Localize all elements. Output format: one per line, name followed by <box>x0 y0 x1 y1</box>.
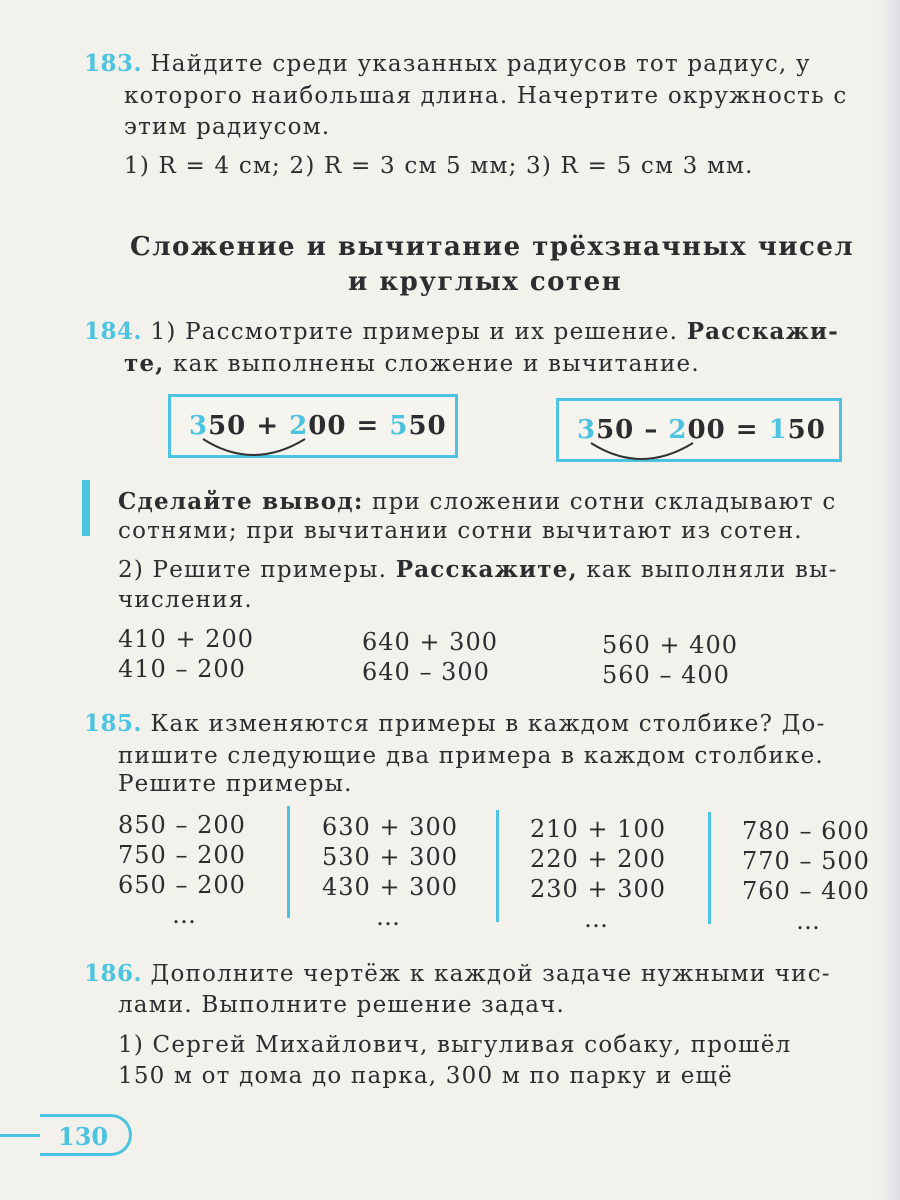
arc-connector-icon <box>201 435 311 459</box>
section-title-line2: и круглых сотен <box>348 267 623 297</box>
exercise-185-line1: 185. Как изменяются примеры в каждом столбике? До- <box>84 710 826 737</box>
conclusion-marker <box>82 480 90 536</box>
exercise-184-part2-line2: числения. <box>118 587 253 613</box>
section-title-line1: Сложение и вычитание трёхзначных чисел <box>130 232 855 262</box>
page-number-badge <box>40 1114 132 1156</box>
column-divider <box>287 806 290 918</box>
exercise-183-line3: этим радиусом. <box>124 114 331 140</box>
example-column-1: 410 + 200 410 – 200 <box>118 625 254 683</box>
column-divider <box>708 812 711 924</box>
column-divider <box>496 810 499 922</box>
conclusion-line2: сотнями; при вычитании сотни вычитают из сотен. <box>118 518 803 544</box>
exercise-186-line1: 186. Дополните чертёж к каждой задаче нужными чис- <box>84 960 831 987</box>
exercise-184-number: 184. <box>84 318 143 345</box>
sequence-column-2: 630 + 300 530 + 300 430 + 300 … <box>322 813 458 931</box>
conclusion-line1: Сделайте вывод: при сложении сотни складывают с <box>118 488 837 515</box>
sequence-column-1: 850 – 200 750 – 200 650 – 200 … <box>118 811 246 929</box>
exercise-183-line2: которого наибольшая длина. Начертите окружность с <box>124 83 848 109</box>
exercise-184-line1: 184. 1) Рассмотрите примеры и их решение. Расскажи- <box>84 318 840 345</box>
example-column-3: 560 + 400 560 – 400 <box>602 631 738 689</box>
exercise-186-line2: лами. Выполните решение задач. <box>118 992 566 1018</box>
exercise-184-line2: те, как выполнены сложение и вычитание. <box>124 350 700 377</box>
exercise-184-part2-line1: 2) Решите примеры. Расскажите, как выполняли вы- <box>118 556 838 583</box>
exercise-183-line1: 183. Найдите среди указанных радиусов тот радиус, у <box>84 50 811 77</box>
exercise-186-number: 186. <box>84 960 143 987</box>
example-box-subtraction <box>556 398 842 462</box>
example-box-addition <box>168 394 458 458</box>
sequence-column-3: 210 + 100 220 + 200 230 + 300 … <box>530 815 666 933</box>
exercise-183-number: 183. <box>84 50 143 77</box>
exercise-185-line2: пишите следующие два примера в каждом столбике. <box>118 743 824 769</box>
exercise-186-line4: 150 м от дома до парка, 300 м по парку и ещё <box>118 1063 733 1089</box>
exercise-183-options: 1) R = 4 см; 2) R = 3 см 5 мм; 3) R = 5 см 3 мм. <box>124 153 754 179</box>
exercise-186-line3: 1) Сергей Михайлович, выгуливая собаку, прошёл <box>118 1032 792 1058</box>
arc-connector-icon <box>589 439 699 463</box>
exercise-185-number: 185. <box>84 710 143 737</box>
page-number-rule <box>0 1134 40 1137</box>
page-edge-shadow <box>878 0 900 1200</box>
sequence-column-4: 780 – 600 770 – 500 760 – 400 … <box>742 817 870 935</box>
example-column-2: 640 + 300 640 – 300 <box>362 628 498 686</box>
example-subtraction: 350 – 200 = 150 <box>577 415 826 445</box>
page-number: 130 <box>58 1122 109 1151</box>
example-addition: 350 + 200 = 550 <box>189 411 447 441</box>
exercise-185-line3: Решите примеры. <box>118 771 353 797</box>
